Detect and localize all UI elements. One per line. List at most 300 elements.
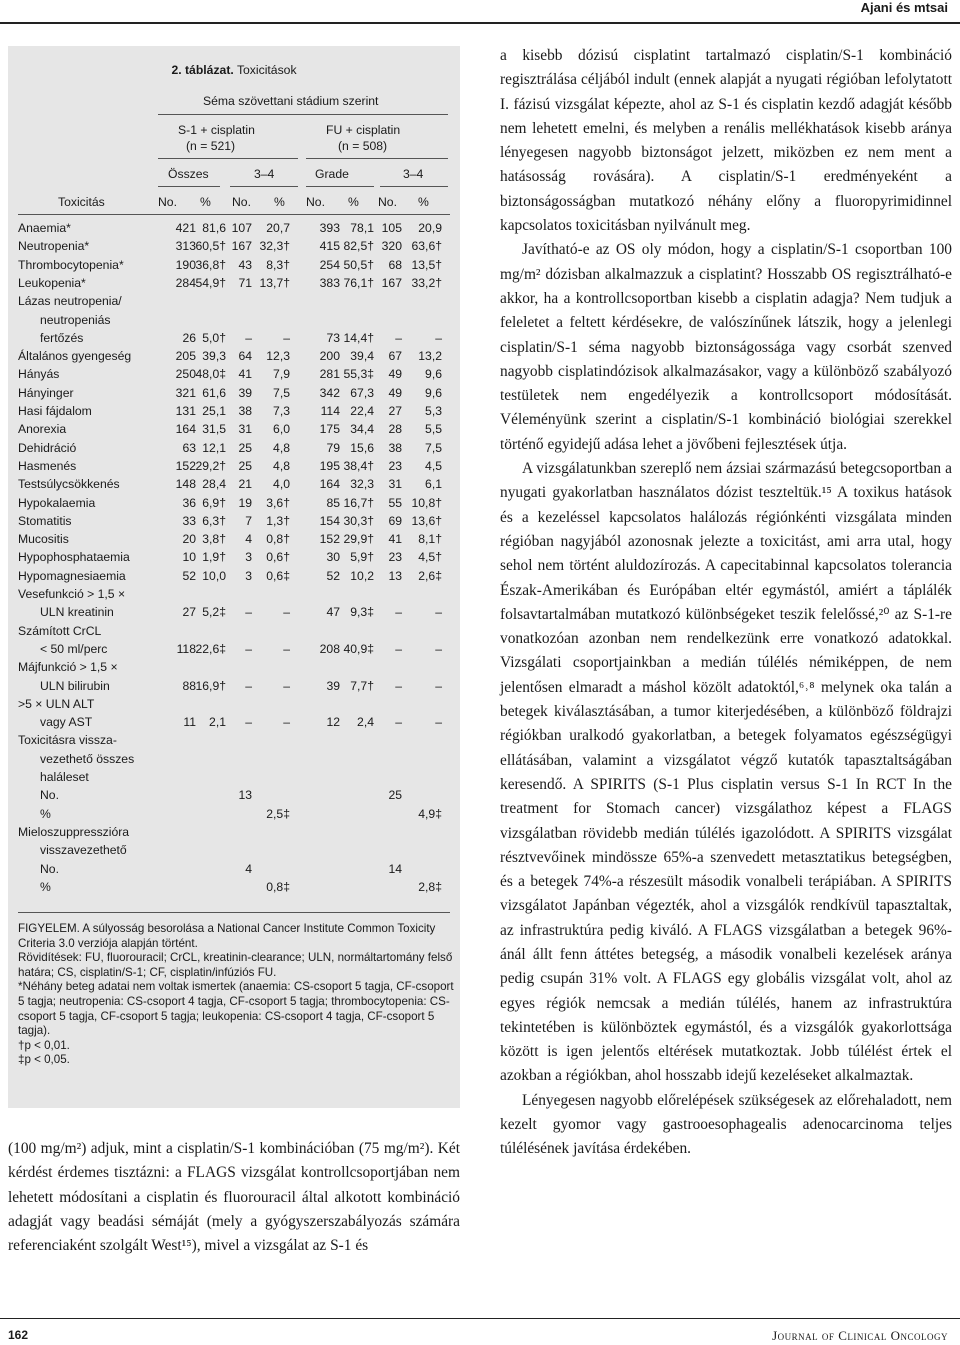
- table-cell: 12,1: [202, 440, 226, 455]
- table-cell: 4,0: [273, 477, 290, 492]
- body-paragraph: a kisebb dózisú cisplatint tartalmazó cisplatin/S-1 kombináció regisztrálása céljából indult (ennek alapját a nyugati régióban lefolytatott I. fázisú vizsgálat képezte, ahol az S-1 és cisplatin kezdő adagját később nem lehetett emelni, és melyben a renális mellékhatások kisebb aránya lényegesen nagyobb biztonságot jelzett, miközben ez nem ment a hatásosság rovására). A cisplatin/S-1 eredményeként a biztonságosságban mutatkozó néhány előny a fluoropyrimidinnel kapcsolatos toxicitásban nyilvánult meg.: [500, 47, 952, 235]
- row-label: Thrombocytopenia*: [18, 257, 124, 272]
- table-cell: 30,3†: [343, 513, 374, 528]
- row-label: No.: [40, 861, 59, 876]
- table-cell: 2,6‡: [418, 568, 442, 583]
- table-cell: –: [395, 715, 402, 730]
- table-cell: 11: [183, 715, 196, 730]
- table-cell: 14: [388, 861, 402, 876]
- table-row: [18, 624, 450, 642]
- table-cell: 39: [238, 385, 252, 400]
- table-cell: 25: [238, 458, 252, 473]
- table-cell: 1,3†: [266, 513, 290, 528]
- row-label: ULN bilirubin: [40, 678, 110, 693]
- table-cell: 20,9: [418, 221, 442, 235]
- table-cell: 4,8: [273, 440, 290, 455]
- table-cell: 48,0‡: [195, 367, 226, 382]
- table-cell: 28,4: [202, 477, 226, 492]
- table-cell: 34,4: [350, 422, 374, 437]
- table-row: [18, 331, 450, 349]
- left-paragraph: (100 mg/m²) adjuk, mint a cisplatin/S-1 kombinációban (75 mg/m²). Két kérdést érdemes tisztázni: a FLAGS vizsgálat kontrollcsoportjában nem lehetett módosítani a cisplatin és fluorouracil által alkotott kombináció adagját vagy beadási sémáját (mely a gyógyszerszabályozás számára referenciaként szolgált West¹⁵), mivel a vizsgálat az S-1 és: [8, 1140, 460, 1255]
- table-row: [18, 386, 450, 404]
- table-cell: 254: [319, 257, 340, 272]
- footnote: †p < 0,01.: [18, 1038, 70, 1052]
- table-cell: 13,5†: [411, 257, 442, 272]
- table-cell: 393: [319, 221, 340, 235]
- table-row: [18, 258, 450, 276]
- table-cell: 12: [326, 715, 340, 730]
- table-cell: 4: [245, 532, 252, 547]
- table-row: [18, 880, 450, 898]
- table-cell: 4,5: [425, 458, 442, 473]
- table-cell: 63,6†: [411, 239, 442, 254]
- header-rule-1: [158, 114, 448, 115]
- row-label: Hypophosphataemia: [18, 550, 130, 565]
- table-cell: 69: [388, 513, 402, 528]
- header-rule-2b: [306, 158, 448, 159]
- table-cell: 30: [326, 550, 340, 565]
- table-cell: 164: [319, 477, 340, 492]
- table-cell: 3,6†: [266, 495, 290, 510]
- header-group: Séma szövettani stádium szerint: [203, 94, 379, 108]
- header-s1-n: (n = 521): [186, 139, 236, 153]
- table-cell: –: [245, 678, 252, 693]
- table-cell: 38: [388, 440, 402, 455]
- table-cell: 250: [175, 367, 196, 382]
- row-label: fertőzés: [40, 330, 84, 345]
- table-cell: 67: [388, 349, 402, 364]
- row-label: Toxicitásra vissza-: [18, 733, 117, 748]
- table-cell: 5,0†: [202, 330, 226, 345]
- table-cell: 2,4: [357, 715, 374, 730]
- table-cell: 4,8: [273, 458, 290, 473]
- table-cell: 208: [319, 641, 340, 656]
- header-fu-n: (n = 508): [338, 139, 388, 153]
- row-label: Mucositis: [18, 532, 69, 547]
- table-cell: 19: [238, 495, 252, 510]
- row-label: Testsúlycsökkenés: [18, 477, 120, 492]
- footnote: FIGYELEM. A súlyosság besorolása a National Cancer Institute Common Toxicity Criteria 3.0 verziója alapján történt.: [18, 922, 436, 950]
- table-row: [18, 752, 450, 770]
- header-s1: S-1 + cisplatin: [178, 123, 255, 137]
- table-cell: 22,4: [350, 404, 374, 418]
- table-cell: 39,4: [350, 349, 374, 364]
- table-row: [18, 404, 450, 422]
- row-label: Hányás: [18, 367, 60, 382]
- table-cell: –: [283, 330, 290, 345]
- table-footnotes: [18, 922, 454, 1068]
- header-no-2: No.: [232, 195, 251, 209]
- row-label: neutropeniás: [40, 312, 111, 327]
- table-cell: 81,6: [202, 221, 226, 235]
- footnote: Rövidítések: FU, fluorouracil; CrCL, kreatinin-clearance; ULN, normáltartomány felső határa; CS, cisplatin/S-1; CF, cisplatin/infúziós FU.: [18, 951, 453, 979]
- header-rule-3c: [306, 186, 374, 187]
- table-row: [18, 697, 450, 715]
- table-cell: 164: [175, 422, 196, 437]
- table-cell: 281: [319, 367, 340, 382]
- row-label: >5 × ULN ALT: [18, 696, 95, 711]
- row-label: ULN kreatinin: [40, 605, 114, 620]
- table-cell: 23: [388, 458, 402, 473]
- row-label: Általános gyengeség: [18, 349, 132, 364]
- table-cell: 54,9†: [195, 275, 226, 290]
- table-cell: 0,6†: [266, 550, 290, 565]
- table-cell: 10: [182, 550, 196, 565]
- table-cell: –: [283, 678, 290, 693]
- table-cell: 47: [326, 605, 340, 620]
- table-cell: –: [435, 330, 442, 345]
- body-paragraph: A vizsgálatunkban szereplő nem ázsiai származású betegcsoportban a nyugati gyakorlatban használatos dózist teszteltük.¹⁵ A toxikus hatások és a kezeléssel kapcsolatos halálozás régiónkénti vizsgálata minden régióban nagyjából azonosnak jelezte a toxicitást, ami arra utal, hogy sehol nem történt aluldozírozás. A capecitabinnal kapcsolatos tolerancia Észak-Amerikában és Európában eltér egymástól, amiért a táplálék folsavtartalmában mutatkozó különbségeket teszik felelőssé,²⁰ az S-1-re vonatkozóan azonban nem rendelkezünk erre vonatkozó adatokkal. Vizsgálati csoportjainkban a medián túlélés némiképpen, de nem jelentősen elmaradt a máshol közölt adatoktól,⁶˒⁸ melynek oka talán a betegek kiválasztásában, a tumor kiterjedésében, a különböző földrajzi régiókban uralkodó gyakorlatban, a betegek folyamatos egészségügyi ellátásában, valamint a vizsgálatot végző kutatók tapasztaltságában keresendő. A SPIRITS (S-1 Plus cisplatin versus S-1 In RCT In the treatment for Stomach cancer) vizsgálathoz képest a FLAGS vizsgálatban rövidebb medián túlélés igazolódott. A SPIRITS vizsgálat résztvevőinek mindössze 65%-a szenvedett metasztatikus betegségben, és a betegek 74%-a részesült második vonalbeli terápiában. A SPIRITS vizsgálatot Japánban végezték, ahol a vizsgálók rendkívül tapasztaltak, az infrastruktúra pedig kiváló. A FLAGS vizsgálatban a betegek 96%-ánál állt fenn áttétes betegség, a második vonalbeli kezelések aránya pedig csupán 31% volt. A FLAGS egy globális vizsgálat volt, ahol az egyes régiók nemcsak a medián túlélés, hanem az infrastruktúra tekintetében is különböztek egymástól, és a vizsgálók gyakorlottsága között is igen jelentős eltérések mutatkoztak. Jobb túlélést értek el azokban a régiókban, ahol hosszabb idejű kezeléseket alkalmaztak.: [500, 460, 952, 1085]
- table-cell: 6,3†: [202, 513, 226, 528]
- table-cell: 118: [176, 641, 196, 656]
- header-rule-3b: [230, 186, 298, 187]
- table-cell: 284: [175, 275, 196, 290]
- table-cell: 36: [182, 495, 196, 510]
- table-cell: 31: [388, 477, 402, 492]
- table-cell: 10,2: [350, 568, 374, 583]
- table-cell: 68: [388, 257, 402, 272]
- body-paragraph: Javítható-e az OS oly módon, hogy a cisplatin/S-1 csoportban 100 mg/m² dózisban alkalmazzuk a cisplatint? Hosszabb OS regisztrálható-e akkor, ha a kontrollcsoportban kisebb a cisplatin adagja? Nem tudjuk a feleletet a feltett kérdésekre, de valószínűnek látszik, hogy a jelenlegi cisplatin/S-1 séma nagyobb biztonságossága vagy csorbát szenved nagyobb cisplatindózisok alkalmazásakor, vagy a különböző szabályozó testületek nem engedélyezik a kontrollcsoport módosítását. Véleményünk szerint a cisplatin/S-1 kombináció biológiai szerekkel történő egyidejű adása lehet a jövőbeni fejlesztések útja.: [500, 241, 952, 453]
- table-cell: 67,3: [350, 385, 374, 400]
- table-caption-title: Toxicitások: [236, 63, 297, 77]
- table-cell: –: [245, 330, 252, 345]
- table-row: [18, 679, 450, 697]
- page-number: 162: [8, 1328, 29, 1342]
- table-row: [18, 313, 450, 331]
- table-cell: 38,4†: [343, 458, 374, 473]
- table-cell: 79: [326, 440, 340, 455]
- table-cell: 38: [238, 404, 252, 418]
- header-fu: FU + cisplatin: [326, 123, 401, 137]
- table-cell: –: [245, 641, 252, 656]
- table-cell: 1,9†: [202, 550, 226, 565]
- header-no-1: No.: [158, 195, 177, 209]
- table-cell: 61,6: [202, 385, 226, 400]
- table-cell: 21: [238, 477, 252, 492]
- table-cell: 31,5: [202, 422, 226, 437]
- table-cell: 32,3†: [259, 239, 290, 254]
- table-cell: 12,3: [266, 349, 290, 364]
- table-cell: 36,8†: [195, 257, 226, 272]
- table-cell: 3: [245, 550, 252, 565]
- table-cell: 205: [175, 349, 196, 364]
- table-cell: 13,7†: [259, 275, 290, 290]
- table-cell: 154: [319, 513, 340, 528]
- row-label: Számított CrCL: [18, 623, 102, 638]
- table-row: [18, 422, 450, 440]
- table-row: [18, 770, 450, 788]
- table-cell: 4: [245, 861, 252, 876]
- table-cell: 152: [319, 532, 340, 547]
- table-cell: 5,5: [425, 422, 442, 437]
- table-caption: [8, 63, 460, 77]
- table-cell: 40,9‡: [343, 641, 374, 656]
- table-cell: 13: [238, 788, 252, 803]
- table-cell: –: [435, 641, 442, 656]
- table-cell: 175: [319, 422, 340, 437]
- table-row: [18, 660, 450, 678]
- table-cell: –: [245, 715, 252, 730]
- table-row: [18, 532, 450, 550]
- row-label: haláleset: [40, 770, 89, 784]
- table-cell: 200: [319, 349, 340, 364]
- table-cell: 320: [381, 239, 402, 254]
- running-title: Ajani és mtsai: [860, 0, 948, 15]
- row-label: No.: [40, 788, 59, 803]
- right-column-text: [500, 44, 952, 1162]
- row-label: Dehidráció: [18, 440, 77, 455]
- toxicity-table: [8, 46, 460, 1108]
- table-cell: 52: [326, 568, 340, 583]
- table-cell: 0,8†: [266, 532, 290, 547]
- table-row: [18, 715, 450, 733]
- table-cell: 3,8†: [202, 532, 226, 547]
- table-cell: 9,6: [425, 385, 442, 400]
- table-row: [18, 788, 450, 806]
- table-cell: 82,5†: [343, 239, 374, 254]
- header-pct-1: %: [200, 195, 211, 209]
- table-row: [18, 642, 450, 660]
- row-label: vezethető összes: [40, 751, 135, 766]
- table-row: [18, 441, 450, 459]
- table-cell: 32,3: [350, 477, 374, 492]
- table-cell: –: [435, 678, 442, 693]
- footnote: *Néhány beteg adatai nem voltak ismertek (anaemia: CS-csoport 5 tagja, CF-csoport 5 tagja; neutropenia: CS-csoport 4 tagja, CF-csoport 5 tagja; thrombocytopenia: CS-csoport 5 tagja, CF-csoport 5 tagja; leukopenia: CS-csoport 4 tagja, CF-csoport 5 tagja).: [18, 980, 454, 1038]
- body-paragraph: Lényegesen nagyobb előrelépések szükségesek az előrehaladott, nem kezelt gyomor vagy gastrooesophagealis adenocarcinoma teljes túlélésének javítása érdekében.: [500, 1091, 952, 1158]
- table-cell: 49: [388, 385, 402, 400]
- table-cell: 2,5‡: [266, 806, 290, 821]
- row-label: Hasmenés: [18, 458, 77, 473]
- table-cell: 6,9†: [202, 495, 226, 510]
- row-label: visszavezethető: [40, 843, 127, 858]
- table-cell: 20: [182, 532, 196, 547]
- table-cell: 27: [388, 404, 402, 418]
- table-cell: 52: [182, 568, 196, 583]
- table-cell: 321: [175, 385, 196, 400]
- table-cell: 13,6†: [411, 513, 442, 528]
- table-cell: 50,5†: [343, 257, 374, 272]
- table-cell: –: [245, 605, 252, 620]
- header-no-4: No.: [378, 195, 397, 209]
- table-cell: 15,6: [350, 440, 374, 455]
- table-cell: 85: [326, 495, 340, 510]
- table-cell: 16,7†: [343, 495, 374, 510]
- header-toxicitas: Toxicitás: [58, 195, 105, 209]
- table-cell: 107: [231, 221, 252, 235]
- table-cell: 5,2‡: [202, 605, 226, 620]
- table-cell: 26: [182, 330, 196, 345]
- table-caption-number: 2. táblázat.: [171, 63, 234, 77]
- table-cell: 31: [238, 422, 252, 437]
- table-cell: 190: [175, 257, 196, 272]
- table-cell: 8,3†: [266, 257, 290, 272]
- table-row: [18, 459, 450, 477]
- table-row: [18, 550, 450, 568]
- table-row: [18, 276, 450, 294]
- row-label: Anaemia*: [18, 221, 71, 235]
- table-cell: 167: [231, 239, 252, 254]
- header-grade: Grade: [315, 167, 349, 181]
- table-row: [18, 569, 450, 587]
- table-cell: 4,9‡: [418, 806, 442, 821]
- row-label: %: [40, 879, 51, 894]
- table-cell: 71: [238, 275, 252, 290]
- table-cell: 415: [319, 239, 340, 254]
- table-cell: 39: [326, 678, 340, 693]
- table-cell: 0,6‡: [266, 568, 290, 583]
- header-rule-3d: [380, 186, 448, 187]
- table-cell: 9,6: [425, 367, 442, 382]
- table-cell: 7,5: [425, 440, 442, 455]
- header-rule: [0, 22, 960, 24]
- table-row: [18, 367, 450, 385]
- row-label: Anorexia: [18, 422, 67, 437]
- table-cell: 13,2: [418, 349, 442, 364]
- row-label: %: [40, 806, 51, 821]
- table-cell: 55: [388, 495, 402, 510]
- table-cell: 20,7: [266, 221, 290, 235]
- table-cell: –: [283, 605, 290, 620]
- table-row: [18, 605, 450, 623]
- table-cell: 6,1: [425, 477, 442, 492]
- table-cell: 43: [238, 257, 252, 272]
- table-cell: –: [395, 330, 402, 345]
- row-label: Hypomagnesiaemia: [18, 568, 126, 583]
- table-row: [18, 239, 450, 257]
- header-pct-2: %: [274, 195, 285, 209]
- footnote: ‡p < 0,05.: [18, 1053, 70, 1067]
- row-label: Leukopenia*: [18, 275, 86, 290]
- header-no-3: No.: [306, 195, 325, 209]
- table-cell: 342: [319, 385, 340, 400]
- table-cell: 29,2†: [195, 458, 226, 473]
- table-cell: 7,7†: [350, 678, 374, 693]
- table-row: [18, 733, 450, 751]
- table-cell: 29,9†: [343, 532, 374, 547]
- table-cell: 0,8‡: [266, 879, 290, 894]
- table-row: [18, 477, 450, 495]
- table-cell: 4,5†: [418, 550, 442, 565]
- table-cell: 41: [238, 367, 252, 382]
- table-bottom-rule: [18, 912, 450, 913]
- journal-name: Journal of Clinical Oncology: [772, 1328, 948, 1343]
- table-row: [18, 496, 450, 514]
- table-cell: 25: [238, 440, 252, 455]
- table-cell: –: [395, 605, 402, 620]
- table-cell: 5,9†: [350, 550, 374, 565]
- header-rule-4: [18, 214, 450, 215]
- table-cell: 41: [388, 532, 402, 547]
- table-cell: 25: [388, 788, 402, 803]
- table-cell: 148: [175, 477, 196, 492]
- table-cell: 152: [175, 458, 196, 473]
- table-cell: –: [395, 678, 402, 693]
- table-cell: 9,3‡: [350, 605, 374, 620]
- table-cell: 10,8†: [411, 495, 442, 510]
- table-cell: 22,6‡: [195, 641, 226, 656]
- table-cell: 8,1†: [418, 532, 442, 547]
- table-row: [18, 349, 450, 367]
- row-label: Mieloszuppresszióra: [18, 824, 130, 839]
- header-pct-4: %: [418, 195, 429, 209]
- row-label: Neutropenia*: [18, 239, 90, 254]
- table-row: [18, 825, 450, 843]
- table-cell: 39,3: [202, 349, 226, 364]
- table-cell: 105: [381, 221, 402, 235]
- row-label: Hypokalaemia: [18, 495, 96, 510]
- table-cell: 313: [175, 239, 196, 254]
- table-cell: 64: [238, 349, 252, 364]
- table-cell: –: [283, 715, 290, 730]
- footer-rule: [0, 1318, 960, 1319]
- table-cell: 7,5: [273, 385, 290, 400]
- table-cell: 6,0: [273, 422, 290, 437]
- header-rule-3a: [158, 186, 220, 187]
- table-cell: 28: [388, 422, 402, 437]
- table-cell: 88: [182, 678, 196, 693]
- table-cell: –: [435, 605, 442, 620]
- row-label: < 50 ml/perc: [40, 641, 108, 656]
- table-cell: 33,2†: [411, 275, 442, 290]
- table-cell: 60,5†: [195, 239, 226, 254]
- header-osszes: Összes: [168, 167, 209, 181]
- table-cell: 421: [175, 221, 196, 235]
- table-row: [18, 843, 450, 861]
- table-cell: 167: [381, 275, 402, 290]
- row-label: Hányinger: [18, 385, 74, 400]
- header-grade34-a: 3–4: [254, 167, 275, 181]
- table-cell: 23: [388, 550, 402, 565]
- table-cell: 3: [245, 568, 252, 583]
- header-grade34-b: 3–4: [403, 167, 424, 181]
- table-cell: 7: [245, 513, 252, 528]
- row-label: Májfunkció > 1,5 ×: [18, 660, 118, 675]
- table-cell: 16,9†: [195, 678, 226, 693]
- table-row: [18, 514, 450, 532]
- table-cell: 14,4†: [343, 330, 374, 345]
- table-cell: –: [395, 641, 402, 656]
- table-cell: 114: [320, 404, 340, 418]
- table-cell: –: [435, 715, 442, 730]
- table-cell: 55,3‡: [343, 367, 374, 382]
- header-rule-2a: [158, 158, 298, 159]
- table-row: [18, 807, 450, 825]
- header-pct-3: %: [348, 195, 359, 209]
- left-column-text: [8, 1137, 460, 1258]
- row-label: Vesefunkció > 1,5 ×: [18, 587, 126, 601]
- table-cell: 383: [319, 275, 340, 290]
- table-cell: 10,0: [202, 568, 226, 583]
- table-row: [18, 294, 450, 312]
- table-cell: 2,8‡: [418, 879, 442, 894]
- table-cell: 49: [388, 367, 402, 382]
- table-cell: 73: [326, 330, 340, 345]
- table-cell: 2,1: [209, 715, 226, 730]
- table-cell: 78,1: [350, 221, 374, 235]
- table-cell: 76,1†: [343, 275, 374, 290]
- table-cell: 63: [182, 440, 196, 455]
- table-row: [18, 862, 450, 880]
- row-label: Lázas neutropenia/: [18, 294, 122, 309]
- table-cell: 7,9: [273, 367, 290, 382]
- table-cell: 5,3: [425, 404, 442, 418]
- table-cell: 131: [175, 404, 196, 418]
- table-cell: –: [283, 641, 290, 656]
- table-cell: 33: [182, 513, 196, 528]
- table-row: [18, 221, 450, 239]
- row-label: Hasi fájdalom: [18, 404, 92, 418]
- row-label: Stomatitis: [18, 513, 72, 528]
